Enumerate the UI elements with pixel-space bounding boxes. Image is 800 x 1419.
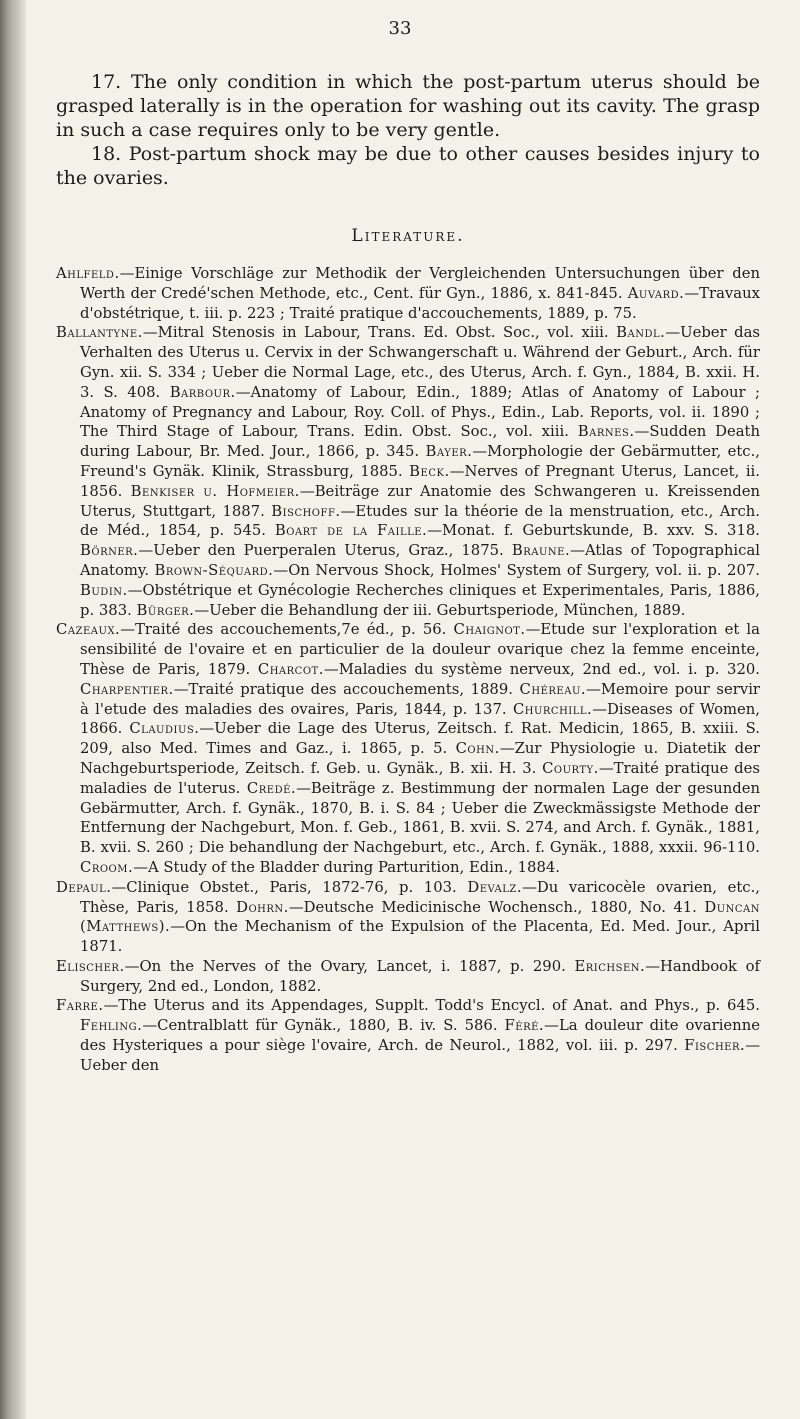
reference-author: Churchill. [512, 700, 593, 718]
reference-author: Benkiser u. Hofmeier. [130, 482, 300, 500]
reference-text: —Memoire pour servir à l'etude des maladies des ovaires, Paris, 1844, p. 137. [80, 680, 760, 718]
numbered-paragraphs [56, 70, 760, 190]
reference-text: —Obstétrique et Gynécologie Recherches cliniques et Experimentales, Paris, 1886, p. 383. [80, 581, 760, 619]
reference-author: Budin. [80, 581, 128, 599]
reference-text: —Traité pratique des maladies de l'uterus. [80, 759, 760, 797]
reference-text: —Anatomy of Labour, Edin., 1889; Atlas of Anatomy of Labour ; Anatomy of Pregnancy and Labour, Roy. Coll. of Phys., Edin., Lab. Reports, vol. ii. 1890 ; The Third Stage of Labour, Trans. Edin. Obst. Soc., vol. xiii. [80, 383, 760, 441]
reference-group [56, 878, 760, 957]
reference-text: —Diseases of Women, 1866. [80, 700, 760, 738]
reference-author: Cohn. [455, 740, 500, 758]
reference-text: —Handbook of Surgery, 2nd ed., London, 1882. [80, 957, 760, 995]
reference-text: —Maladies du système nerveux, 2nd ed., vol. i. p. 320. [323, 660, 760, 678]
reference-author: Bayer. [425, 443, 473, 461]
reference-text: —Etudes sur la théorie de la menstruation, etc., Arch. de Méd., 1854, p. 545. [80, 502, 760, 540]
reference-text: —On the Nerves of the Ovary, Lancet, i. 1887, p. 290. [124, 957, 575, 975]
reference-author: Charcot. [257, 660, 324, 678]
references-list [56, 264, 760, 1076]
reference-text: —Mitral Stenosis in Labour, Trans. Ed. Obst. Soc., vol. xiii. [142, 324, 617, 342]
page-body [56, 70, 760, 1076]
paragraph-18: 18. Post-partum shock may be due to other causes besides injury to the ovaries. [56, 143, 760, 189]
reference-author: Ahlfeld. [56, 265, 120, 282]
reference-author: Devalz. [467, 878, 523, 896]
reference-author: Erichsen. [574, 957, 646, 975]
reference-text: —The Uterus and its Appendages, Supplt. Todd's Encycl. of Anat. and Phys., p. 645. [103, 997, 760, 1015]
reference-text: —Ueber den Puerperalen Uterus, Graz., 1875. [138, 542, 512, 560]
reference-group [56, 996, 760, 1075]
reference-text: —La douleur dite ovarienne des Hysteriques a pour siège l'ovaire, Arch. de Neurol., 1882, vol. iii. p. 297. [80, 1017, 760, 1055]
reference-author: Féré. [504, 1017, 545, 1035]
reference-text: —Ueber den [80, 1037, 760, 1074]
reference-author: Börner. [80, 542, 139, 560]
reference-author: Bischoff. [271, 502, 341, 520]
reference-text: —Nerves of Pregnant Uterus, Lancet, ii. 1856. [80, 462, 760, 500]
reference-text: —Ueber die Behandlung der iii. Geburtsperiode, München, 1889. [194, 601, 686, 619]
reference-author: Beck. [409, 462, 450, 480]
reference-text: —Etude sur l'exploration et la sensibilité de l'ovaire et en particulier de la douleur ovarique chez la femme enceinte, Thèse de Paris, 1879. [80, 621, 760, 678]
reference-text: —Morphologie der Gebärmutter, etc., Freund's Gynäk. Klinik, Strassburg, 1885. [80, 443, 760, 480]
reference-author: Brown-Séquard. [154, 561, 274, 579]
reference-text: —Clinique Obstet., Paris, 1872-76, p. 103. [111, 878, 468, 896]
reference-text: —Beiträge zur Anatomie des Schwangeren u. Kreissenden Uterus, Stuttgart, 1887. [80, 482, 760, 520]
reference-text: —Monat. f. Geburtskunde, B. xxv. S. 318. [427, 522, 761, 540]
reference-author: Credé. [246, 779, 297, 797]
page-number: 33 [388, 18, 412, 39]
reference-group [56, 323, 760, 620]
reference-author: Claudius. [129, 720, 200, 738]
literature-heading: Literature. [351, 226, 465, 246]
reference-text: —Beiträge z. Bestimmung der normalen Lage der gesunden Gebärmutter, Arch. f. Gynäk., 1870, B. i. S. 84 ; Ueber die Zweckmässigste Methode der Entfernung der Nachgeburt, Mon. f. Geb., 1861, B. xvii. S. 274, and Arch. f. Gynäk., 1881, B. xvii. S. 260 ; Die behandlung der Nachgeburt, etc., Arch. f. Gynäk., 1888, xxxii. 96-110. [80, 779, 761, 857]
reference-author: Chéreau. [519, 680, 587, 698]
reference-text: —Einige Vorschläge zur Methodik der Vergleichenden Untersuchungen über den Werth der Credé'schen Methode, etc., Cent. für Gyn., 1886, x. 841-845. [80, 265, 760, 302]
reference-text: —Zur Physiologie u. Diatetik der Nachgeburtsperiode, Zeitsch. f. Geb. u. Gynäk., B. xii. H. 3. [80, 740, 760, 777]
reference-text: —Ueber die Lage des Uterus, Zeitsch. f. Rat. Medicin, 1865, B. xxiii. S. 209, also Med. Times and Gaz., i. 1865, p. 5. [80, 720, 760, 758]
reference-author: Chaignot. [453, 621, 526, 639]
page-binding-shadow [0, 0, 26, 1419]
reference-author: Fischer. [684, 1037, 746, 1055]
reference-group [56, 957, 760, 997]
reference-author: Barbour. [169, 383, 236, 401]
reference-text: —Atlas of Topographical Anatomy. [80, 542, 760, 579]
reference-text: —Sudden Death during Labour, Br. Med. Jour., 1866, p. 345. [80, 423, 760, 461]
reference-author: Dohrn. [236, 898, 289, 916]
reference-author: Depaul. [56, 878, 112, 896]
reference-author: Charpentier. [80, 680, 174, 698]
reference-text: —On the Mechanism of the Expulsion of the Placenta, Ed. Med. Jour., April 1871. [80, 918, 760, 956]
reference-text: —Traité des accouchements,7e éd., p. 56. [120, 621, 454, 639]
reference-author: Cazeaux. [56, 621, 121, 639]
reference-author: Elischer. [56, 957, 125, 975]
reference-author: Ballantyne. [56, 324, 143, 342]
reference-author: Duncan (Matthews). [80, 898, 760, 936]
reference-author: Bürger. [136, 601, 195, 619]
reference-text: —Deutsche Medicinische Wochensch., 1880, No. 41. [288, 898, 705, 916]
reference-group [56, 264, 760, 323]
reference-author: Braune. [511, 542, 571, 560]
reference-author: Bandl. [616, 324, 666, 342]
reference-group [56, 620, 760, 877]
reference-text: —A Study of the Bladder during Parturition, Edin., 1884. [133, 858, 560, 876]
reference-author: Courty. [542, 759, 599, 777]
reference-text: —Ueber das Verhalten des Uterus u. Cervix in der Schwangerschaft u. Während der Geburt., Arch. für Gyn. xii. S. 334 ; Ueber die Normal Lage, etc., des Uterus, Arch. f. Gyn., 1884, B. xxii. H. 3. S. 408. [80, 324, 760, 401]
paragraph-17: 17. The only condition in which the post-partum uterus should be grasped laterally is in the operation for washing out its cavity. The grasp in such a case requires only to be very gentle. [56, 71, 760, 141]
reference-author: Barnes. [577, 423, 635, 441]
reference-text: —On Nervous Shock, Holmes' System of Surgery, vol. ii. p. 207. [273, 561, 760, 579]
reference-text: —Centralblatt für Gynäk., 1880, B. iv. S. 586. [142, 1017, 505, 1035]
reference-author: Auvard. [627, 284, 685, 302]
reference-text: —Du varicocèle ovarien, etc., Thèse, Paris, 1858. [80, 878, 760, 916]
reference-text: —Traité pratique des accouchements, 1889. [173, 680, 520, 698]
reference-author: Croom. [80, 858, 134, 876]
reference-author: Farre. [56, 997, 104, 1015]
reference-author: Boart de la Faille. [274, 522, 428, 540]
reference-author: Fehling. [80, 1017, 143, 1035]
reference-text: —Travaux d'obstétrique, t. iii. p. 223 ; Traité pratique d'accouchements, 1889, p. 75. [80, 284, 760, 322]
